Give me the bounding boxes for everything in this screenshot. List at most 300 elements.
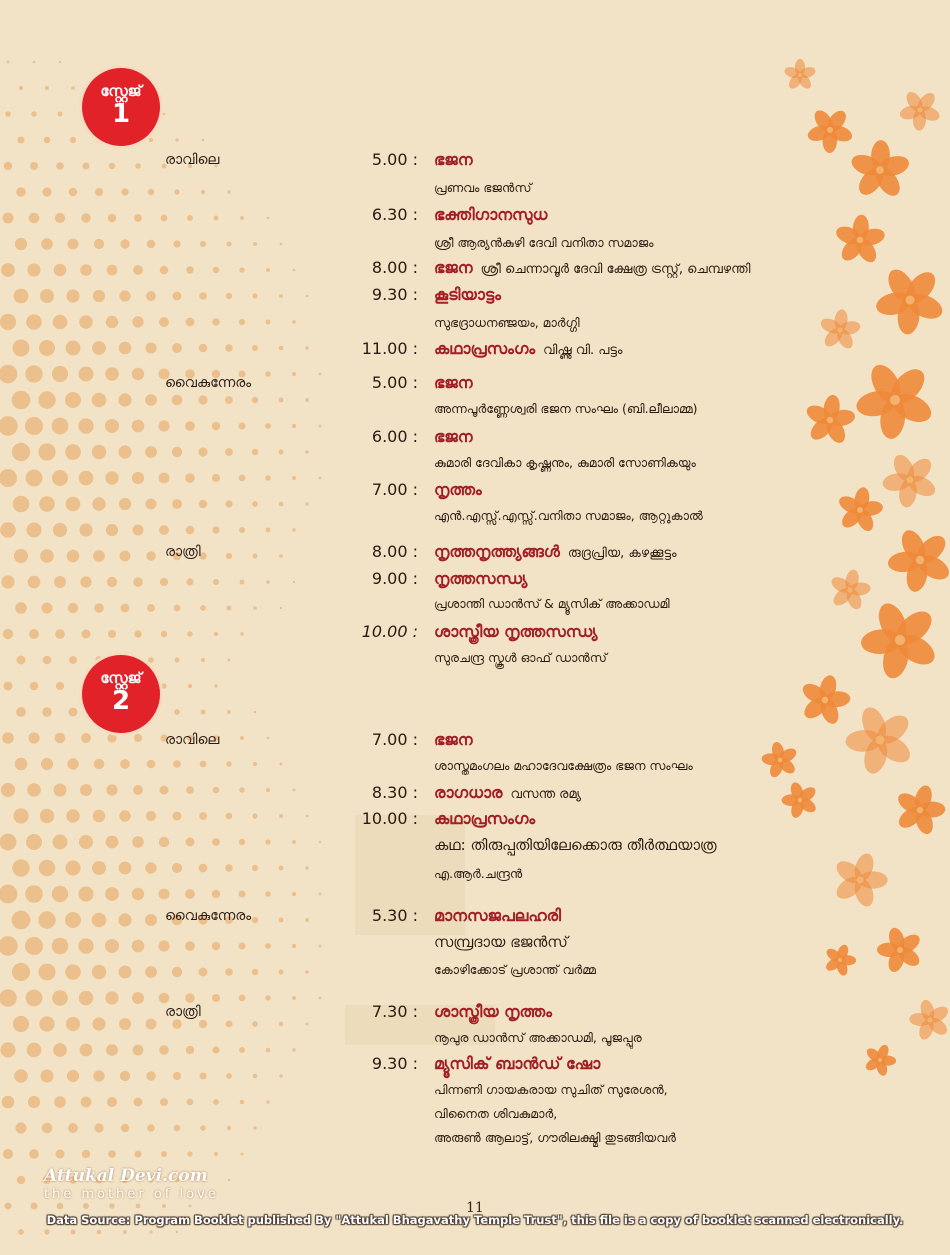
halftone-dot bbox=[27, 1043, 42, 1058]
halftone-dot bbox=[119, 342, 132, 355]
halftone-dot bbox=[163, 113, 166, 116]
event-desc: സമ്പ്രദായ ഭജൻസ് bbox=[434, 933, 568, 951]
halftone-dot bbox=[107, 733, 116, 742]
halftone-dot bbox=[146, 1019, 157, 1030]
halftone-dot bbox=[306, 295, 309, 298]
event-time: 9.30 : bbox=[371, 285, 418, 304]
halftone-dot bbox=[227, 710, 231, 714]
halftone-dot bbox=[93, 290, 105, 302]
event-desc: എൻ.എസ്സ്.എസ്സ്.വനിതാ സമാജം, ആറ്റുകാൽ bbox=[434, 508, 703, 523]
event-title-text: നൃത്തനൃത്ത്യങ്ങൾ bbox=[434, 542, 560, 561]
stage-2-label: സ്റ്റേജ് bbox=[100, 669, 142, 687]
logo-title: Attukal Devi.com bbox=[44, 1166, 208, 1186]
halftone-dot bbox=[0, 936, 18, 955]
halftone-dot bbox=[119, 1018, 131, 1030]
halftone-dot bbox=[265, 423, 271, 429]
stage-1-number: 1 bbox=[111, 99, 131, 129]
event-time: 6.30 : bbox=[371, 205, 418, 224]
halftone-dot bbox=[172, 499, 182, 509]
halftone-dot bbox=[4, 162, 12, 170]
halftone-dot bbox=[200, 605, 206, 611]
event-title bbox=[434, 258, 750, 278]
halftone-dot bbox=[133, 1045, 144, 1056]
halftone-dot bbox=[239, 319, 245, 325]
halftone-dot bbox=[199, 500, 207, 508]
event-time: 5.30 : bbox=[371, 906, 418, 925]
halftone-dot bbox=[53, 315, 68, 330]
event-desc: പിന്നണി ഗായകരായ സുചിത് സുരേശൻ, bbox=[434, 1082, 668, 1097]
halftone-dot bbox=[120, 239, 129, 248]
halftone-dot bbox=[173, 292, 182, 301]
halftone-dot bbox=[56, 682, 64, 690]
halftone-dot bbox=[40, 289, 54, 303]
event-time: 9.00 : bbox=[371, 569, 418, 588]
period-morning: രാവിലെ bbox=[165, 732, 220, 748]
halftone-dot bbox=[161, 1151, 167, 1157]
halftone-dot bbox=[17, 1176, 25, 1184]
halftone-dot bbox=[29, 629, 39, 639]
halftone-dot bbox=[109, 163, 115, 169]
halftone-dot bbox=[225, 396, 233, 404]
halftone-dot bbox=[12, 859, 29, 876]
halftone-dot bbox=[78, 938, 93, 953]
halftone-dot bbox=[212, 890, 220, 898]
halftone-dot bbox=[79, 991, 93, 1005]
halftone-dot bbox=[56, 162, 64, 170]
halftone-dot bbox=[201, 710, 206, 715]
halftone-dot bbox=[106, 784, 117, 795]
halftone-dot bbox=[13, 496, 30, 513]
halftone-dot bbox=[16, 707, 26, 717]
halftone-dot bbox=[42, 707, 52, 717]
halftone-dot bbox=[0, 365, 17, 384]
halftone-dot bbox=[227, 1126, 231, 1130]
halftone-dot bbox=[212, 526, 219, 533]
halftone-dot bbox=[253, 242, 257, 246]
halftone-dot bbox=[16, 1123, 27, 1134]
period-evening: വൈകുന്നേരം bbox=[165, 375, 252, 391]
halftone-dot bbox=[105, 887, 119, 901]
halftone-dot bbox=[4, 682, 13, 691]
halftone-dot bbox=[55, 213, 65, 223]
halftone-dot bbox=[187, 215, 193, 221]
halftone-dot bbox=[226, 1073, 232, 1079]
halftone-dot bbox=[228, 659, 231, 662]
halftone-dot bbox=[106, 1044, 118, 1056]
halftone-dot bbox=[42, 187, 51, 196]
halftone-dot bbox=[44, 1229, 49, 1234]
halftone-dot bbox=[118, 445, 131, 458]
halftone-dot bbox=[238, 942, 245, 949]
halftone-dot bbox=[228, 1179, 231, 1182]
event-time: 6.00 : bbox=[371, 427, 418, 446]
event-time: 5.00 : bbox=[371, 150, 418, 169]
halftone-dot bbox=[108, 630, 116, 638]
halftone-dot bbox=[39, 860, 55, 876]
halftone-dot bbox=[38, 911, 55, 928]
flower-shape bbox=[860, 250, 950, 349]
halftone-dot bbox=[174, 605, 181, 612]
halftone-dot bbox=[266, 528, 271, 533]
halftone-dot bbox=[0, 989, 17, 1007]
halftone-dot bbox=[172, 395, 183, 406]
halftone-dot bbox=[186, 578, 193, 585]
halftone-dot bbox=[199, 1020, 207, 1028]
halftone-dot bbox=[134, 734, 142, 742]
halftone-dot bbox=[14, 289, 29, 304]
halftone-dot bbox=[213, 579, 219, 585]
event-desc: പ്രശാന്തി ഡാൻസ് & മ്യൂസിക് അക്കാഡമി bbox=[434, 596, 670, 611]
halftone-dot bbox=[293, 269, 296, 272]
halftone-dot bbox=[145, 342, 156, 353]
halftone-dot bbox=[54, 576, 66, 588]
stage-2-badge bbox=[82, 655, 160, 733]
halftone-dot bbox=[239, 527, 245, 533]
halftone-dot bbox=[39, 496, 55, 512]
halftone-dot bbox=[15, 238, 27, 250]
flower-shape bbox=[797, 97, 863, 163]
halftone-dot bbox=[83, 1203, 89, 1209]
halftone-dot bbox=[133, 577, 142, 586]
event-title-text: രാഗധാര bbox=[434, 783, 503, 802]
halftone-dot bbox=[121, 1124, 129, 1132]
halftone-dots bbox=[0, 61, 322, 1235]
halftone-dot bbox=[79, 367, 94, 382]
halftone-dot bbox=[265, 475, 271, 481]
halftone-dot bbox=[92, 913, 107, 928]
halftone-dot bbox=[136, 1204, 141, 1209]
halftone-dot bbox=[92, 393, 107, 408]
halftone-dot bbox=[29, 1149, 39, 1159]
event-title: ഭജന bbox=[434, 730, 473, 749]
halftone-dot bbox=[212, 474, 220, 482]
event-title: ഭജന bbox=[434, 373, 473, 392]
halftone-dot bbox=[68, 239, 79, 250]
halftone-dot bbox=[7, 61, 10, 64]
halftone-dot bbox=[239, 475, 246, 482]
halftone-dot bbox=[265, 839, 270, 844]
halftone-dot bbox=[132, 472, 144, 484]
halftone-dot bbox=[66, 341, 81, 356]
halftone-dot bbox=[93, 1070, 104, 1081]
halftone-dot bbox=[31, 111, 36, 116]
halftone-dot bbox=[134, 214, 142, 222]
event-desc: അന്നപൂർണ്ണേശ്വരി ഭജന സംഘം (ബി.ലീലാമ്മ) bbox=[434, 401, 698, 416]
halftone-dot bbox=[12, 391, 31, 410]
halftone-dot bbox=[52, 938, 69, 955]
halftone-dot bbox=[69, 188, 78, 197]
flower-shape bbox=[825, 565, 876, 614]
flower-shape bbox=[867, 917, 932, 983]
halftone-dot bbox=[27, 263, 40, 276]
halftone-dot bbox=[240, 1100, 245, 1105]
halftone-dot bbox=[187, 1099, 194, 1106]
halftone-dot bbox=[292, 840, 296, 844]
halftone-dot bbox=[16, 187, 26, 197]
halftone-dot bbox=[66, 497, 81, 512]
halftone-dot bbox=[145, 394, 157, 406]
halftone-dot bbox=[279, 970, 284, 975]
stage-1-badge bbox=[82, 68, 160, 146]
event-time: 9.30 : bbox=[371, 1054, 418, 1073]
halftone-dot bbox=[225, 448, 233, 456]
halftone-dot bbox=[174, 189, 179, 194]
halftone-dot bbox=[172, 863, 182, 873]
halftone-dot bbox=[44, 137, 51, 144]
halftone-dot bbox=[53, 523, 67, 537]
halftone-dot bbox=[80, 784, 92, 796]
halftone-dot bbox=[81, 213, 90, 222]
halftone-dot bbox=[172, 1019, 182, 1029]
halftone-dot bbox=[132, 316, 143, 327]
site-logo bbox=[44, 1166, 219, 1202]
halftone-dot bbox=[105, 367, 119, 381]
page-number: 11 bbox=[466, 1200, 484, 1216]
halftone-dot bbox=[185, 473, 195, 483]
halftone-dot bbox=[265, 371, 271, 377]
halftone-dot bbox=[145, 966, 157, 978]
halftone-dot bbox=[81, 1097, 92, 1108]
halftone-dot bbox=[0, 885, 17, 904]
event-title: മാനസജപലഹരി bbox=[434, 906, 561, 925]
halftone-dot bbox=[227, 242, 232, 247]
halftone-dot bbox=[118, 393, 131, 406]
period-night: രാത്രി bbox=[165, 544, 201, 560]
halftone-dot bbox=[82, 1150, 90, 1158]
halftone-dot bbox=[266, 1100, 269, 1103]
halftone-dot bbox=[172, 967, 182, 977]
halftone-dot bbox=[123, 1230, 127, 1234]
halftone-dot bbox=[160, 1098, 168, 1106]
halftone-dot bbox=[225, 864, 232, 871]
halftone-dot bbox=[202, 139, 204, 141]
event-title: മ്യൂസിക് ബാൻഡ് ഷോ bbox=[434, 1054, 601, 1073]
halftone-dot bbox=[95, 188, 103, 196]
halftone-dot bbox=[212, 1046, 219, 1053]
halftone-dot bbox=[2, 732, 14, 744]
halftone-dot bbox=[161, 215, 168, 222]
halftone-dot bbox=[225, 968, 233, 976]
halftone-dot bbox=[94, 603, 104, 613]
halftone-dot bbox=[1, 263, 15, 277]
halftone-dot bbox=[226, 813, 233, 820]
halftone-dot bbox=[292, 892, 296, 896]
halftone-dot bbox=[92, 861, 106, 875]
halftone-dot bbox=[106, 836, 119, 849]
halftone-dot bbox=[279, 814, 283, 818]
halftone-dot bbox=[92, 497, 105, 510]
halftone-dot bbox=[53, 835, 68, 850]
halftone-dot bbox=[70, 137, 76, 143]
halftone-dot bbox=[135, 163, 141, 169]
halftone-dot bbox=[145, 862, 156, 873]
halftone-dot bbox=[159, 993, 170, 1004]
halftone-dot bbox=[239, 995, 246, 1002]
halftone-dot bbox=[159, 837, 169, 847]
event-title: കൂടിയാട്ടം bbox=[434, 285, 501, 304]
halftone-dot bbox=[214, 684, 217, 687]
halftone-dot bbox=[199, 864, 208, 873]
halftone-dot bbox=[121, 188, 128, 195]
halftone-dot bbox=[147, 604, 155, 612]
halftone-dot bbox=[81, 733, 91, 743]
halftone-dot bbox=[225, 500, 232, 507]
event-time: 7.30 : bbox=[371, 1002, 418, 1021]
halftone-dot bbox=[146, 499, 157, 510]
halftone-dot bbox=[55, 733, 66, 744]
halftone-dot bbox=[33, 61, 36, 64]
halftone-dot bbox=[199, 344, 208, 353]
halftone-dot bbox=[15, 602, 27, 614]
event-desc: സുഭദ്രാധനഞ്ജയം, മാർഗ്ഗി bbox=[434, 315, 580, 330]
halftone-dot bbox=[253, 606, 257, 610]
halftone-dot bbox=[253, 554, 258, 559]
halftone-dot bbox=[39, 1016, 54, 1031]
halftone-dot bbox=[187, 631, 192, 636]
halftone-dot bbox=[93, 550, 105, 562]
event-time: 5.00 : bbox=[371, 373, 418, 392]
halftone-dot bbox=[146, 551, 156, 561]
halftone-dot bbox=[54, 784, 67, 797]
halftone-dot bbox=[146, 1071, 155, 1080]
halftone-dot bbox=[212, 422, 221, 431]
halftone-dot bbox=[105, 471, 118, 484]
stage-1-label: സ്റ്റേജ് bbox=[100, 82, 142, 100]
halftone-dot bbox=[92, 1017, 105, 1030]
halftone-dot bbox=[305, 502, 308, 505]
halftone-dot bbox=[292, 996, 296, 1000]
halftone-dot bbox=[161, 631, 167, 637]
halftone-dot bbox=[238, 422, 245, 429]
halftone-dot bbox=[146, 291, 156, 301]
halftone-dot bbox=[305, 398, 309, 402]
halftone-dot bbox=[239, 1047, 245, 1053]
flower-shape bbox=[890, 80, 950, 139]
halftone-dot bbox=[149, 1230, 152, 1233]
halftone-dot bbox=[45, 86, 49, 90]
halftone-dot bbox=[293, 789, 296, 792]
halftone-dot bbox=[71, 1230, 76, 1235]
halftone-dot bbox=[13, 340, 30, 357]
halftone-dot bbox=[159, 317, 169, 327]
halftone-dot bbox=[52, 470, 68, 486]
halftone-dot bbox=[67, 550, 80, 563]
halftone-dot bbox=[92, 965, 106, 979]
halftone-dot bbox=[68, 1123, 78, 1133]
halftone-dot bbox=[119, 290, 130, 301]
flower-shape bbox=[874, 513, 950, 606]
halftone-dot bbox=[3, 213, 14, 224]
halftone-dot bbox=[252, 345, 258, 351]
halftone-dot bbox=[147, 1124, 155, 1132]
event-title-text: കഥാപ്രസംഗം bbox=[434, 339, 536, 358]
halftone-dot bbox=[30, 162, 38, 170]
halftone-dot bbox=[132, 368, 144, 380]
halftone-dot bbox=[29, 213, 40, 224]
halftone-dot bbox=[226, 553, 232, 559]
event-title: നൃത്തസന്ധ്യ bbox=[434, 569, 528, 588]
halftone-dot bbox=[18, 1229, 24, 1235]
flower-shape bbox=[800, 391, 860, 448]
halftone-dot bbox=[160, 266, 169, 275]
halftone-dot bbox=[119, 966, 132, 979]
halftone-dot bbox=[26, 834, 42, 850]
halftone-dot bbox=[12, 963, 30, 981]
halftone-dot bbox=[30, 682, 39, 691]
halftone-dot bbox=[254, 711, 257, 714]
halftone-dot bbox=[78, 886, 93, 901]
halftone-dot bbox=[189, 1205, 192, 1208]
flower-shape bbox=[848, 139, 913, 201]
halftone-dot bbox=[292, 476, 296, 480]
halftone-dot bbox=[134, 630, 141, 637]
halftone-dot bbox=[13, 1016, 29, 1032]
event-title bbox=[434, 783, 581, 803]
halftone-dot bbox=[0, 314, 16, 330]
period-evening: വൈകുന്നേരം bbox=[165, 908, 252, 924]
halftone-dot bbox=[240, 736, 244, 740]
halftone-dot bbox=[92, 341, 106, 355]
halftone-dot bbox=[147, 760, 156, 769]
event-desc: ശാസ്തമംഗലം മഹാദേവക്ഷേത്രം ഭജന സംഘം bbox=[434, 758, 693, 773]
period-morning: രാവിലെ bbox=[165, 152, 220, 168]
event-desc: കുമാരി ദേവികാ കൃഷ്ണനും, കുമാരി സോണികയും bbox=[434, 455, 696, 470]
halftone-dot bbox=[109, 1203, 114, 1208]
halftone-dot bbox=[158, 420, 169, 431]
halftone-dot bbox=[146, 811, 156, 821]
event-desc: എ.ആർ.ചന്ദ്രൻ bbox=[434, 866, 523, 881]
halftone-dot bbox=[92, 445, 106, 459]
halftone-dot bbox=[172, 447, 182, 457]
halftone-dot bbox=[252, 865, 258, 871]
halftone-dot bbox=[132, 992, 144, 1004]
halftone-dot bbox=[38, 391, 55, 408]
halftone-dot bbox=[59, 61, 61, 63]
halftone-dot bbox=[172, 343, 182, 353]
halftone-dot bbox=[212, 838, 220, 846]
halftone-dot bbox=[159, 473, 170, 484]
halftone-dot bbox=[279, 866, 284, 871]
halftone-dot bbox=[133, 525, 144, 536]
halftone-dot bbox=[66, 1017, 80, 1031]
halftone-dot bbox=[160, 578, 168, 586]
halftone-dot bbox=[25, 937, 43, 955]
halftone-dot bbox=[145, 446, 157, 458]
halftone-dot bbox=[279, 554, 283, 558]
halftone-dot bbox=[252, 397, 258, 403]
halftone-dot bbox=[240, 580, 245, 585]
halftone-dot bbox=[240, 632, 243, 635]
halftone-dot bbox=[106, 524, 118, 536]
event-title-text: ഭജന bbox=[434, 258, 473, 277]
halftone-dot bbox=[200, 761, 207, 768]
logo-tagline: the mother of love bbox=[44, 1187, 219, 1202]
halftone-dot bbox=[119, 498, 131, 510]
halftone-dot bbox=[148, 657, 154, 663]
halftone-dot bbox=[14, 549, 28, 563]
event-performer: ശ്രീ ചെന്നാവൂർ ദേവി ക്ഷേത്ര ട്രസ്റ്റ്, ചെമ്പഴന്തി bbox=[480, 262, 751, 277]
halftone-dot bbox=[319, 997, 322, 1000]
halftone-dot bbox=[305, 346, 308, 349]
flower-shape bbox=[754, 734, 805, 786]
halftone-dot bbox=[161, 683, 166, 688]
halftone-dot bbox=[185, 993, 194, 1002]
halftone-dot bbox=[186, 1046, 194, 1054]
halftone-dot bbox=[319, 477, 322, 480]
halftone-dot bbox=[266, 320, 271, 325]
halftone-dot bbox=[80, 576, 91, 587]
halftone-dot bbox=[0, 469, 17, 487]
